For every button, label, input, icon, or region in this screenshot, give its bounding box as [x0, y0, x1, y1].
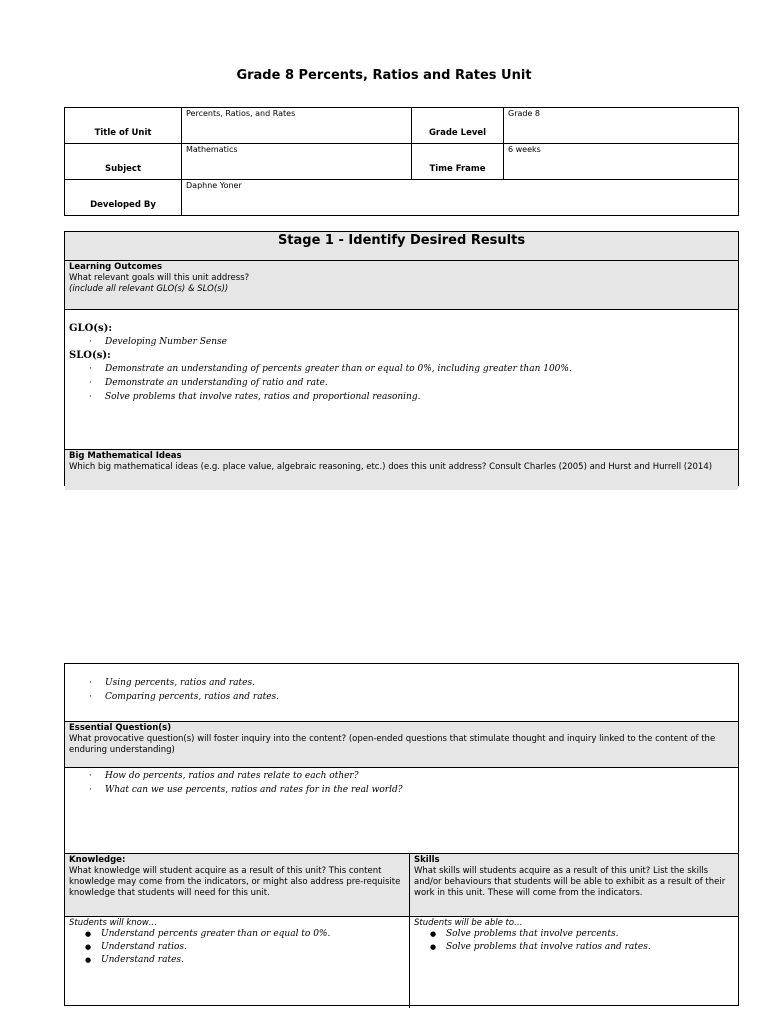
skills-header: [410, 854, 738, 917]
learning-outcomes-header: [65, 261, 738, 310]
skills-item: ● Solve problems that involve percents.: [410, 928, 738, 941]
learning-outcomes-note: (include all relevant GLO(s) & SLO(s)): [69, 284, 229, 294]
big-ideas-list: [65, 676, 738, 704]
skills-intro: Students will be able to…: [414, 918, 523, 928]
essential-questions-body: [65, 768, 738, 854]
developed-by-value: Daphne Yoner: [182, 180, 739, 216]
glo-item: · Developing Number Sense: [65, 335, 738, 349]
knowledge-item: ● Understand rates.: [65, 954, 409, 967]
skills-list: [410, 928, 738, 954]
grade-level-value: Grade 8: [504, 108, 739, 144]
learning-outcomes-prompt: What relevant goals will this unit address?: [69, 273, 250, 283]
time-frame-label: Time Frame: [412, 144, 504, 180]
developed-by-label: Developed By: [65, 180, 182, 216]
essential-questions-heading: Essential Question(s): [69, 723, 172, 733]
big-ideas-heading: Big Mathematical Ideas: [69, 451, 182, 461]
time-frame-value: 6 weeks: [504, 144, 739, 180]
knowledge-list: [65, 928, 409, 967]
document-title: Grade 8 Percents, Ratios and Rates Unit: [236, 68, 532, 83]
skills-heading: Skills: [414, 855, 440, 865]
big-ideas-prompt: Which big mathematical ideas (e.g. place value, algebraic reasoning, etc.) does this unit address? Consult Charles (2005) and Hurst and Hurrell (2014): [69, 462, 713, 472]
subject-value: Mathematics: [182, 144, 412, 180]
title-of-unit-label: Title of Unit: [65, 108, 182, 144]
knowledge-intro: Students will know…: [69, 918, 158, 928]
grade-level-label: Grade Level: [412, 108, 504, 144]
skills-column: [410, 854, 738, 1008]
slo-item: · Solve problems that involve rates, ratios and proportional reasoning.: [65, 390, 738, 404]
glo-label: GLO(s):: [69, 323, 113, 334]
essential-question-item: · What can we use percents, ratios and rates for in the real world?: [65, 783, 738, 797]
big-ideas-header: [65, 450, 738, 490]
unit-info-table: [64, 107, 739, 216]
slo-item: · Demonstrate an understanding of ratio and rate.: [65, 376, 738, 390]
skills-item: ● Solve problems that involve ratios and rates.: [410, 941, 738, 954]
slo-item: · Demonstrate an understanding of percents greater than or equal to 0%, including greater than 100%.: [65, 362, 738, 376]
slo-list: [65, 362, 738, 404]
stage1-section: [64, 231, 739, 486]
glo-list: [65, 335, 738, 349]
slo-label: SLO(s):: [69, 350, 111, 361]
knowledge-column: [65, 854, 410, 1008]
outcomes-body: [65, 310, 738, 450]
big-idea-item: · Comparing percents, ratios and rates.: [65, 690, 738, 704]
big-idea-item: · Using percents, ratios and rates.: [65, 676, 738, 690]
knowledge-skills-row: [65, 854, 738, 1008]
essential-question-item: · How do percents, ratios and rates relate to each other?: [65, 769, 738, 783]
essential-questions-prompt: What provocative question(s) will foster inquiry into the content? (open-ended questions that stimulate thought and inquiry linked to the content of the enduring understanding): [69, 734, 716, 755]
knowledge-header: [65, 854, 409, 917]
skills-prompt: What skills will students acquire as a result of this unit? List the skills and/or behaviours that students will be able to exhibit as a result of their work in this unit. These will come from the indicators.: [414, 866, 726, 898]
subject-label: Subject: [65, 144, 182, 180]
title-of-unit-value: Percents, Ratios, and Rates: [182, 108, 412, 144]
knowledge-heading: Knowledge:: [69, 855, 126, 865]
essential-questions-header: [65, 722, 738, 768]
page2-section: [64, 663, 739, 1006]
big-ideas-body: [65, 664, 738, 722]
learning-outcomes-heading: Learning Outcomes: [69, 262, 163, 272]
knowledge-item: ● Understand percents greater than or equal to 0%.: [65, 928, 409, 941]
knowledge-prompt: What knowledge will student acquire as a result of this unit? This content knowledge may come from the indicators, or might also address pre-requisite knowledge that students will need for this unit.: [69, 866, 401, 898]
essential-questions-list: [65, 769, 738, 797]
stage1-heading: Stage 1 - Identify Desired Results: [65, 232, 738, 261]
knowledge-item: ● Understand ratios.: [65, 941, 409, 954]
